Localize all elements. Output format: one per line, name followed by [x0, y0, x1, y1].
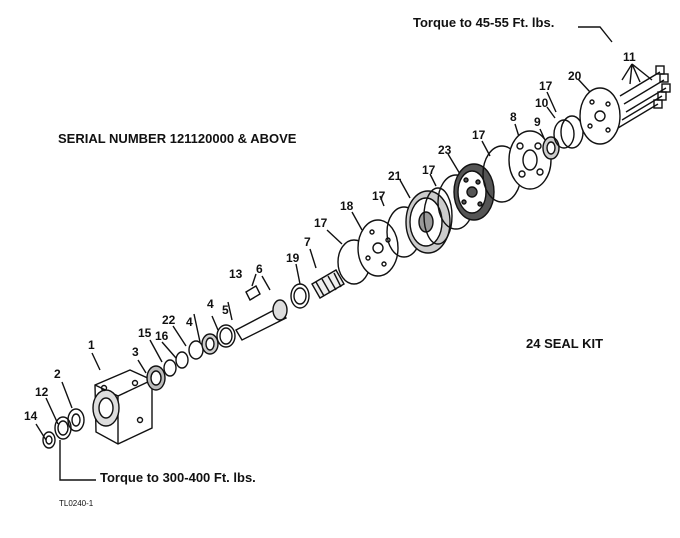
callout-1: 1 [88, 338, 95, 352]
callout-12: 12 [35, 385, 49, 399]
end-cap-part-20 [580, 88, 620, 144]
callout-14: 14 [24, 409, 38, 423]
callout-17e: 17 [539, 79, 553, 93]
callout-19: 19 [286, 251, 300, 265]
plate-part-18 [358, 220, 398, 276]
callout-16: 16 [155, 329, 169, 343]
serial-number-note: SERIAL NUMBER 121120000 & ABOVE [58, 131, 297, 146]
torque-note-top: Torque to 45-55 Ft. lbs. [413, 15, 555, 30]
callout-7: 7 [304, 235, 311, 249]
callout-4b: 4 [207, 297, 214, 311]
callout-22: 22 [162, 313, 176, 327]
callout-23: 23 [438, 143, 452, 157]
valve-part-8 [509, 131, 551, 189]
callout-11: 11 [623, 50, 636, 64]
callout-6: 6 [256, 262, 263, 276]
seal-kit-note: 24 SEAL KIT [526, 336, 604, 351]
callout-5: 5 [222, 303, 229, 317]
torque-note-bottom: Torque to 300-400 Ft. lbs. [100, 470, 256, 485]
callout-18: 18 [340, 199, 354, 213]
callout-17b: 17 [372, 189, 386, 203]
callout-17a: 17 [314, 216, 328, 230]
callout-2: 2 [54, 367, 61, 381]
rotor-part-21 [406, 188, 452, 253]
housing-part-1 [93, 370, 152, 444]
bolts-part-11 [618, 66, 670, 128]
callout-13: 13 [229, 267, 243, 281]
callout-15: 15 [138, 326, 152, 340]
callout-8: 8 [510, 110, 517, 124]
callout-10: 10 [535, 96, 549, 110]
callout-17c: 17 [422, 163, 436, 177]
callout-20: 20 [568, 69, 582, 83]
callout-17d: 17 [472, 128, 486, 142]
callout-3: 3 [132, 345, 139, 359]
figure-id: TL0240-1 [59, 499, 94, 508]
drive-shaft-part-6 [236, 286, 287, 340]
callout-4a: 4 [186, 315, 193, 329]
callout-21: 21 [388, 169, 402, 183]
balance-ring-part-9 [543, 137, 559, 159]
callout-9: 9 [534, 115, 541, 129]
